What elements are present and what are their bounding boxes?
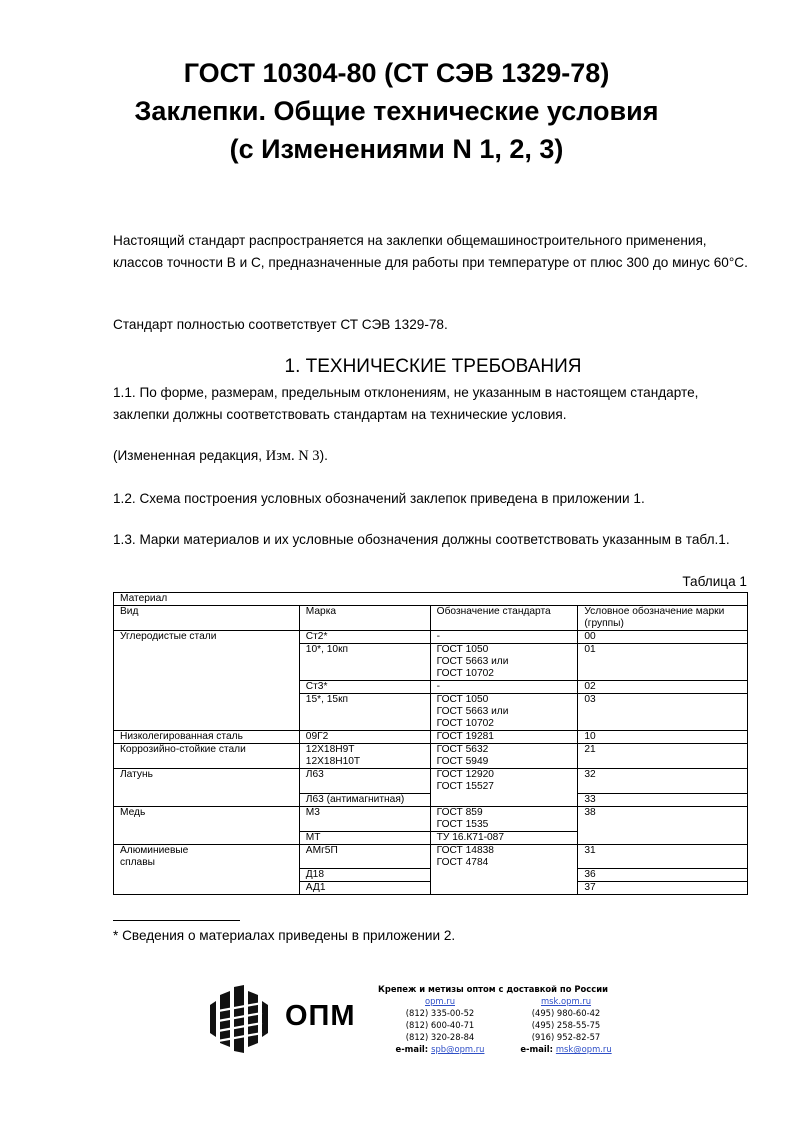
cell-line: ГОСТ 1050 bbox=[436, 644, 489, 655]
header-line: Условное обозначение марки (группы) bbox=[584, 606, 725, 629]
cell-line: ГОСТ 5663 или bbox=[436, 706, 509, 717]
table-header-cell bbox=[578, 606, 748, 631]
table-cell bbox=[299, 882, 430, 895]
cell-line: ТУ 16.К71-087 bbox=[436, 831, 505, 843]
table-cell bbox=[578, 681, 748, 694]
table-cell bbox=[430, 869, 578, 882]
note-amendment-ref: Изм. N 3 bbox=[265, 448, 320, 464]
table-cell bbox=[430, 806, 578, 831]
cell-line: сплавы bbox=[120, 856, 155, 868]
table-cell bbox=[430, 681, 578, 694]
table-cell bbox=[299, 844, 430, 869]
cell-line: Алюминиевые bbox=[120, 844, 189, 856]
table-cell bbox=[114, 631, 300, 644]
cell-line: ГОСТ 1050 bbox=[436, 694, 489, 705]
cell-line: ГОСТ 10702 bbox=[436, 668, 494, 679]
cell-line: 21 bbox=[584, 744, 596, 755]
table-group-header: Материал bbox=[114, 593, 748, 606]
table-cell bbox=[299, 731, 430, 744]
table-cell bbox=[114, 644, 300, 681]
table-cell bbox=[578, 869, 748, 882]
table-row bbox=[114, 644, 748, 681]
table-cell bbox=[578, 806, 748, 831]
table-cell bbox=[430, 731, 578, 744]
table-cell bbox=[299, 793, 430, 806]
cell-line: Латунь bbox=[120, 769, 153, 780]
phone: (812) 600-40-71 bbox=[405, 1020, 475, 1030]
title-line-1: ГОСТ 10304-80 (СТ СЭВ 1329-78) bbox=[183, 58, 610, 88]
cell-line: - bbox=[436, 681, 441, 692]
cell-line: 09Г2 bbox=[305, 731, 329, 742]
section-heading: 1. ТЕХНИЧЕСКИЕ ТРЕБОВАНИЯ bbox=[284, 356, 582, 377]
cell-line: 02 bbox=[584, 681, 596, 692]
cell-line: 37 bbox=[584, 882, 596, 893]
cell-line: ГОСТ 12920 bbox=[436, 769, 494, 780]
clause-1-1: 1.1. По форме, размерам, предельным отклонениям, не указанным в настоящем стандарте, заклепки должны соответствовать стандартам на технические условия. bbox=[113, 385, 699, 422]
cell-line: Л63 (антимагнитная) bbox=[305, 793, 405, 805]
table-cell bbox=[299, 806, 430, 831]
document-title bbox=[60, 54, 733, 168]
table-row bbox=[114, 831, 748, 844]
cell-line: АМг5П bbox=[305, 844, 338, 856]
table-cell bbox=[430, 882, 578, 895]
footnote: * Сведения о материалах приведены в приложении 2. bbox=[113, 928, 456, 943]
table-cell bbox=[114, 681, 300, 694]
table-cell bbox=[430, 793, 578, 806]
cell-line: Л63 bbox=[305, 769, 324, 780]
opm-logo-icon bbox=[210, 985, 270, 1053]
cell-line: 00 bbox=[584, 631, 596, 642]
brand-name: ОПМ bbox=[285, 1000, 356, 1032]
footer-contacts bbox=[378, 983, 628, 1054]
cell-line: Ст2* bbox=[305, 631, 328, 642]
table-cell bbox=[430, 769, 578, 794]
cell-line: ГОСТ 5632 bbox=[436, 744, 489, 755]
table-row bbox=[114, 731, 748, 744]
footer-tagline: Крепеж и метизы оптом с доставкой по России bbox=[378, 984, 608, 994]
table-cell bbox=[578, 831, 748, 844]
email-link-msk[interactable]: msk@opm.ru bbox=[555, 1044, 612, 1054]
email-line-msk bbox=[506, 1043, 626, 1055]
cell-line: 01 bbox=[584, 644, 596, 655]
cell-line: 03 bbox=[584, 694, 596, 705]
table-cell bbox=[299, 831, 430, 844]
phone: (812) 320-28-84 bbox=[405, 1032, 475, 1042]
cell-line: ГОСТ 1535 bbox=[436, 818, 489, 830]
cell-line: 12Х18Н10Т bbox=[305, 756, 361, 767]
cell-line: Д18 bbox=[305, 869, 325, 880]
cell-line: ГОСТ 859 bbox=[436, 806, 483, 818]
email-label: e-mail: bbox=[520, 1044, 556, 1054]
table-cell bbox=[299, 869, 430, 882]
clause-1-1-note bbox=[113, 445, 753, 467]
table-cell bbox=[114, 831, 300, 844]
table-row bbox=[114, 844, 748, 869]
email-label: e-mail: bbox=[395, 1044, 432, 1054]
table-row bbox=[114, 631, 748, 644]
email-link-spb[interactable]: spb@opm.ru bbox=[431, 1044, 485, 1054]
phone: (812) 335-00-52 bbox=[405, 1008, 475, 1018]
footnote-divider bbox=[113, 920, 240, 921]
scope-paragraph: Настоящий стандарт распространяется на заклепки общемашиностроительного применения, классов точности В и С, предназначенные для работы при температуре от плюс 300 до минус 60°С. bbox=[113, 233, 748, 270]
phone: (916) 952-82-57 bbox=[531, 1032, 601, 1042]
table-cell bbox=[578, 694, 748, 731]
table-cell bbox=[114, 769, 300, 794]
table-header-cell: Вид bbox=[114, 606, 300, 631]
cell-line: Коррозийно-стойкие стали bbox=[120, 744, 246, 755]
table-cell bbox=[430, 644, 578, 681]
table-cell bbox=[430, 744, 578, 769]
cell-line: Ст3* bbox=[305, 681, 328, 692]
table-cell bbox=[114, 694, 300, 731]
cell-line: ГОСТ 5663 или bbox=[436, 656, 509, 667]
cell-line: АД1 bbox=[305, 882, 326, 893]
contacts-msk bbox=[506, 995, 626, 1055]
site-link-spb[interactable]: opm.ru bbox=[424, 996, 455, 1006]
phone: (495) 980-60-42 bbox=[531, 1008, 601, 1018]
table-row bbox=[114, 744, 748, 769]
cell-line: ГОСТ 19281 bbox=[436, 731, 494, 742]
table-row bbox=[114, 806, 748, 831]
note-text-c: ). bbox=[319, 448, 328, 463]
cell-line: ГОСТ 15527 bbox=[436, 781, 494, 792]
cell-line: ГОСТ 10702 bbox=[436, 718, 494, 729]
table-caption: Таблица 1 bbox=[682, 574, 747, 589]
clause-1-2: 1.2. Схема построения условных обозначений заклепок приведена в приложении 1. bbox=[113, 491, 645, 506]
table-cell bbox=[578, 731, 748, 744]
cell-line: Углеродистые стали bbox=[120, 631, 217, 642]
table-cell bbox=[114, 806, 300, 831]
table-cell bbox=[299, 769, 430, 794]
table-cell bbox=[578, 844, 748, 869]
cell-line: Низколегированная сталь bbox=[120, 731, 243, 742]
table-row bbox=[114, 793, 748, 806]
table-cell bbox=[578, 631, 748, 644]
table-header-cell: Обозначение стандарта bbox=[430, 606, 578, 631]
table-row bbox=[114, 882, 748, 895]
site-link-msk[interactable]: msk.opm.ru bbox=[540, 996, 592, 1006]
table-cell bbox=[299, 631, 430, 644]
table-row bbox=[114, 694, 748, 731]
table-cell bbox=[299, 644, 430, 681]
title-line-2: Заклепки. Общие технические условия bbox=[134, 96, 659, 126]
cell-line: 10*, 10кп bbox=[305, 644, 349, 655]
title-line-3: (с Изменениями N 1, 2, 3) bbox=[229, 134, 564, 164]
email-line-spb bbox=[380, 1043, 500, 1055]
table-row bbox=[114, 769, 748, 794]
table-header-row bbox=[114, 606, 748, 631]
cell-line: Медь bbox=[120, 806, 146, 818]
table-cell bbox=[430, 831, 578, 844]
table-header-cell: Марка bbox=[299, 606, 430, 631]
table-cell bbox=[578, 769, 748, 794]
table-cell bbox=[578, 882, 748, 895]
table-cell bbox=[114, 744, 300, 769]
table-group-header-row bbox=[114, 593, 748, 606]
table-cell bbox=[114, 731, 300, 744]
table-cell bbox=[578, 744, 748, 769]
cell-line: 31 bbox=[584, 844, 596, 856]
cell-line: М3 bbox=[305, 806, 320, 818]
table-cell bbox=[430, 631, 578, 644]
table-cell bbox=[299, 681, 430, 694]
note-text-a: (Измененная редакция, bbox=[113, 448, 266, 463]
table-row bbox=[114, 869, 748, 882]
table-cell bbox=[114, 869, 300, 882]
table-cell bbox=[430, 694, 578, 731]
cell-line: ГОСТ 5949 bbox=[436, 756, 489, 767]
table-cell bbox=[114, 844, 300, 869]
contacts-spb bbox=[380, 995, 500, 1055]
cell-line: 12Х18Н9Т bbox=[305, 744, 355, 755]
materials-table bbox=[113, 592, 748, 895]
cell-line: ГОСТ 14838 bbox=[436, 844, 494, 856]
table-cell bbox=[578, 793, 748, 806]
table-cell bbox=[299, 694, 430, 731]
cell-line: ГОСТ 4784 bbox=[436, 856, 489, 868]
table-cell bbox=[430, 844, 578, 869]
cell-line: 10 bbox=[584, 731, 596, 742]
cell-line: МТ bbox=[305, 831, 321, 843]
phone: (495) 258-55-75 bbox=[531, 1020, 601, 1030]
clause-1-3: 1.3. Марки материалов и их условные обозначения должны соответствовать указанным в табл.1. bbox=[113, 532, 730, 547]
cell-line: 32 bbox=[584, 769, 596, 780]
table-row bbox=[114, 681, 748, 694]
table-cell bbox=[114, 793, 300, 806]
table-cell bbox=[578, 644, 748, 681]
table-cell bbox=[299, 744, 430, 769]
cell-line: 33 bbox=[584, 793, 596, 805]
cell-line: 38 bbox=[584, 806, 596, 818]
table-cell bbox=[114, 882, 300, 895]
cell-line: 36 bbox=[584, 869, 596, 880]
cell-line: - bbox=[436, 631, 441, 642]
compliance-paragraph: Стандарт полностью соответствует СТ СЭВ 1329-78. bbox=[113, 317, 448, 332]
cell-line: 15*, 15кп bbox=[305, 694, 349, 705]
